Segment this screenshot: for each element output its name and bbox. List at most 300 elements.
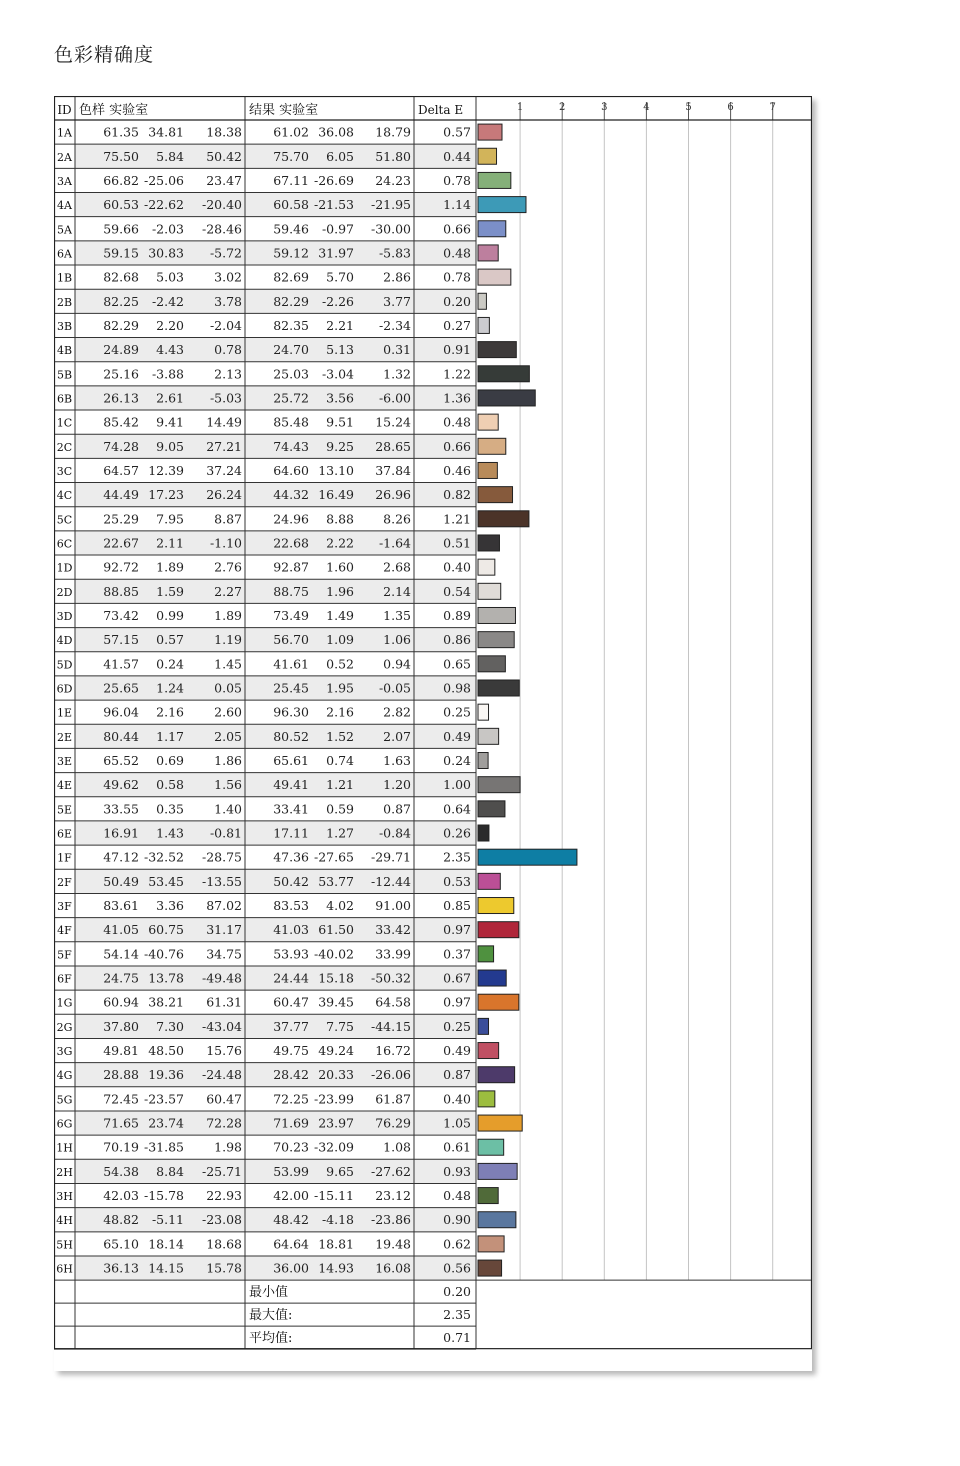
delta-e-table <box>54 96 812 1371</box>
result-lab-value: 0.87 <box>383 801 411 817</box>
sample-lab-value: 3.78 <box>214 293 242 309</box>
row-id: 2A <box>57 150 72 164</box>
delta-e-value: 0.53 <box>443 873 471 889</box>
summary-value: 2.35 <box>443 1307 471 1323</box>
result-lab-value: -21.95 <box>370 197 411 213</box>
result-lab-value: 1.96 <box>326 583 354 599</box>
delta-e-value: 0.56 <box>443 1260 471 1276</box>
sample-lab-value: 33.55 <box>103 801 139 817</box>
result-lab-value: 49.24 <box>318 1043 354 1059</box>
delta-e-value: 0.24 <box>443 753 471 769</box>
result-lab-value: 17.11 <box>273 825 309 841</box>
result-lab-value: 80.52 <box>273 728 309 744</box>
sample-lab-value: -31.85 <box>143 1139 184 1155</box>
result-lab-value: -5.83 <box>378 245 411 261</box>
sample-lab-value: -25.06 <box>143 172 184 188</box>
sample-lab-value: 12.39 <box>148 462 184 478</box>
sample-lab-value: 3.02 <box>214 269 242 285</box>
row-id: 1B <box>56 271 73 285</box>
result-lab-value: 70.23 <box>273 1139 309 1155</box>
row-id: 6E <box>56 827 73 841</box>
delta-e-bar <box>478 704 489 720</box>
delta-e-bar <box>478 390 535 406</box>
delta-e-bar <box>478 342 516 358</box>
sample-lab-value: 25.16 <box>103 366 139 382</box>
sample-lab-value: 82.29 <box>103 317 139 333</box>
delta-e-bar <box>478 1260 502 1276</box>
sample-lab-value: 2.11 <box>156 535 184 551</box>
sample-lab-value: 9.41 <box>156 414 184 430</box>
x-tick-label: 4 <box>643 102 650 113</box>
result-lab-value: 1.21 <box>326 777 354 793</box>
summary-value: 0.71 <box>443 1330 471 1346</box>
sample-lab-value: 30.83 <box>148 245 184 261</box>
sample-lab-value: -49.48 <box>201 970 242 986</box>
result-lab-value: 28.65 <box>375 438 411 454</box>
sample-lab-value: 1.98 <box>214 1139 242 1155</box>
result-lab-value: 1.95 <box>326 680 354 696</box>
sample-lab-value: 24.89 <box>103 342 139 358</box>
delta-e-value: 0.46 <box>443 462 471 478</box>
x-tick-label: 1 <box>516 102 524 113</box>
result-lab-value: 1.49 <box>326 607 354 623</box>
sample-lab-value: 7.30 <box>156 1018 184 1034</box>
row-id: 1H <box>56 1141 73 1155</box>
sample-lab-value: 18.14 <box>148 1236 184 1252</box>
result-lab-value: 49.75 <box>273 1043 309 1059</box>
result-lab-value: 1.32 <box>383 366 411 382</box>
row-id: 3A <box>57 174 72 188</box>
sample-lab-value: 1.45 <box>214 656 242 672</box>
result-lab-value: -27.62 <box>370 1163 411 1179</box>
sample-lab-value: 0.69 <box>156 753 184 769</box>
result-lab-value: -26.06 <box>370 1067 411 1083</box>
result-lab-value: 25.03 <box>273 366 309 382</box>
result-lab-value: 76.29 <box>375 1115 411 1131</box>
result-lab-value: 26.96 <box>375 487 411 503</box>
row-id: 4D <box>56 634 73 648</box>
result-lab-value: 20.33 <box>318 1067 354 1083</box>
delta-e-value: 0.91 <box>443 342 471 358</box>
result-lab-value: 25.72 <box>273 390 309 406</box>
sample-lab-value: 75.50 <box>103 148 139 164</box>
delta-e-bar <box>478 922 519 938</box>
row-id: 2F <box>57 875 72 889</box>
sample-lab-value: 3.36 <box>156 898 184 914</box>
sample-lab-value: -1.10 <box>209 535 242 551</box>
delta-e-bar <box>478 559 495 575</box>
result-lab-value: -32.09 <box>313 1139 354 1155</box>
delta-e-bar <box>478 1115 522 1131</box>
sample-lab-value: 57.15 <box>103 632 139 648</box>
sample-lab-value: 25.65 <box>103 680 139 696</box>
sample-lab-value: 1.17 <box>156 728 184 744</box>
delta-e-value: 1.14 <box>443 197 471 213</box>
row-id: 1E <box>56 706 73 720</box>
row-id: 3B <box>56 319 73 333</box>
delta-e-value: 0.54 <box>443 583 471 599</box>
result-lab-value: 82.35 <box>273 317 309 333</box>
delta-e-bar <box>478 777 520 793</box>
result-lab-value: 67.11 <box>273 172 309 188</box>
result-lab-value: 53.99 <box>273 1163 309 1179</box>
result-lab-value: 64.58 <box>375 994 411 1010</box>
header-id: ID <box>57 103 72 117</box>
sample-lab-value: 5.84 <box>156 148 184 164</box>
result-lab-value: 15.24 <box>375 414 411 430</box>
result-lab-value: -44.15 <box>370 1018 411 1034</box>
sample-lab-value: 60.94 <box>103 994 139 1010</box>
sample-lab-value: 9.05 <box>156 438 184 454</box>
delta-e-value: 0.65 <box>443 656 471 672</box>
sample-lab-value: 71.65 <box>103 1115 139 1131</box>
result-lab-value: 61.02 <box>273 124 309 140</box>
result-lab-value: 75.70 <box>273 148 309 164</box>
result-lab-value: 64.60 <box>273 462 309 478</box>
sample-lab-value: 54.38 <box>103 1163 139 1179</box>
result-lab-value: 61.50 <box>318 922 354 938</box>
result-lab-value: -26.69 <box>313 172 354 188</box>
sample-lab-value: -15.78 <box>143 1188 184 1204</box>
delta-e-value: 0.98 <box>443 680 471 696</box>
delta-e-value: 0.20 <box>443 293 471 309</box>
sample-lab-value: 47.12 <box>103 849 139 865</box>
result-lab-value: 92.87 <box>273 559 309 575</box>
result-lab-value: 9.25 <box>326 438 354 454</box>
delta-e-value: 0.97 <box>443 994 471 1010</box>
result-lab-value: 9.65 <box>326 1163 354 1179</box>
delta-e-bar <box>478 245 498 261</box>
delta-e-value: 0.78 <box>443 172 471 188</box>
row-id: 2D <box>56 585 73 599</box>
sample-lab-value: 80.44 <box>103 728 139 744</box>
row-id: 2C <box>56 440 73 454</box>
result-lab-value: 91.00 <box>375 898 411 914</box>
delta-e-value: 1.21 <box>443 511 471 527</box>
sample-lab-value: 41.05 <box>103 922 139 938</box>
sample-lab-value: 44.49 <box>103 487 139 503</box>
sample-lab-value: -40.76 <box>143 946 184 962</box>
sample-lab-value: 72.28 <box>206 1115 242 1131</box>
sample-lab-value: 17.23 <box>148 487 184 503</box>
delta-e-table-card <box>54 96 812 1371</box>
row-id: 4A <box>57 199 72 213</box>
sample-lab-value: 48.50 <box>148 1043 184 1059</box>
sample-lab-value: 8.84 <box>156 1163 184 1179</box>
row-id: 5G <box>56 1093 73 1107</box>
result-lab-value: 28.42 <box>273 1067 309 1083</box>
sample-lab-value: 59.66 <box>103 221 139 237</box>
delta-e-value: 0.78 <box>443 269 471 285</box>
delta-e-bar <box>478 438 506 454</box>
delta-e-value: 0.89 <box>443 607 471 623</box>
result-lab-value: 64.64 <box>273 1236 309 1252</box>
result-lab-value: 41.61 <box>273 656 309 672</box>
sample-lab-value: 1.89 <box>214 607 242 623</box>
sample-lab-value: -2.03 <box>151 221 184 237</box>
sample-lab-value: 2.05 <box>214 728 242 744</box>
result-lab-value: 2.68 <box>383 559 411 575</box>
sample-lab-value: 82.25 <box>103 293 139 309</box>
sample-lab-value: -43.04 <box>201 1018 242 1034</box>
delta-e-bar <box>478 1212 516 1228</box>
row-id: 4G <box>56 1069 73 1083</box>
delta-e-value: 0.48 <box>443 414 471 430</box>
delta-e-value: 0.62 <box>443 1236 471 1252</box>
sample-lab-value: -13.55 <box>201 873 242 889</box>
sample-lab-value: 15.78 <box>206 1260 242 1276</box>
sample-lab-value: 27.21 <box>206 438 242 454</box>
sample-lab-value: 41.57 <box>103 656 139 672</box>
delta-e-bar <box>478 172 511 188</box>
delta-e-bar <box>478 1163 517 1179</box>
sample-lab-value: -22.62 <box>143 197 184 213</box>
row-id: 6A <box>57 247 72 261</box>
result-lab-value: 50.42 <box>273 873 309 889</box>
result-lab-value: 53.77 <box>318 873 354 889</box>
delta-e-bar <box>478 221 506 237</box>
sample-lab-value: 25.29 <box>103 511 139 527</box>
result-lab-value: 1.35 <box>383 607 411 623</box>
sample-lab-value: 50.49 <box>103 873 139 889</box>
delta-e-value: 0.25 <box>443 704 471 720</box>
delta-e-value: 0.25 <box>443 1018 471 1034</box>
row-id: 4B <box>56 344 73 358</box>
result-lab-value: 2.14 <box>383 583 411 599</box>
result-lab-value: -6.00 <box>378 390 411 406</box>
summary-label: 平均值: <box>249 1331 293 1347</box>
result-lab-value: 60.47 <box>273 994 309 1010</box>
sample-lab-value: 82.68 <box>103 269 139 285</box>
delta-e-bar <box>478 728 499 744</box>
row-id: 2H <box>56 1165 73 1179</box>
delta-e-value: 0.49 <box>443 728 471 744</box>
result-lab-value: 85.48 <box>273 414 309 430</box>
delta-e-bar <box>478 462 497 478</box>
row-id: 4E <box>56 779 73 793</box>
delta-e-value: 0.66 <box>443 438 471 454</box>
delta-e-value: 0.40 <box>443 1091 471 1107</box>
result-lab-value: -1.64 <box>378 535 411 551</box>
result-lab-value: 73.49 <box>273 607 309 623</box>
delta-e-bar <box>478 148 497 164</box>
row-id: 1C <box>56 416 73 430</box>
x-tick-label: 7 <box>769 102 776 113</box>
result-lab-value: -23.99 <box>313 1091 354 1107</box>
row-id: 1G <box>56 996 73 1010</box>
result-lab-value: 71.69 <box>273 1115 309 1131</box>
delta-e-bar <box>478 366 529 382</box>
row-id: 3C <box>56 464 73 478</box>
result-lab-value: 2.21 <box>326 317 354 333</box>
result-lab-value: 5.70 <box>326 269 354 285</box>
sample-lab-value: 2.20 <box>156 317 184 333</box>
delta-e-value: 0.48 <box>443 1188 471 1204</box>
result-lab-value: 6.05 <box>326 148 354 164</box>
delta-e-bar <box>478 994 519 1010</box>
result-lab-value: 24.96 <box>273 511 309 527</box>
sample-lab-value: 60.75 <box>148 922 184 938</box>
row-id: 6H <box>56 1262 73 1276</box>
result-lab-value: 16.08 <box>375 1260 411 1276</box>
result-lab-value: 1.09 <box>326 632 354 648</box>
row-id: 3D <box>56 609 73 623</box>
sample-lab-value: -20.40 <box>201 197 242 213</box>
sample-lab-value: 61.31 <box>206 994 242 1010</box>
result-lab-value: 25.45 <box>273 680 309 696</box>
sample-lab-value: 34.75 <box>206 946 242 962</box>
delta-e-value: 0.64 <box>443 801 471 817</box>
result-lab-value: 18.81 <box>318 1236 354 1252</box>
sample-lab-value: 1.86 <box>214 753 242 769</box>
result-lab-value: 22.68 <box>273 535 309 551</box>
delta-e-bar <box>478 1188 498 1204</box>
result-lab-value: 15.18 <box>318 970 354 986</box>
result-lab-value: 59.12 <box>273 245 309 261</box>
delta-e-bar <box>478 898 514 914</box>
result-lab-value: 33.42 <box>375 922 411 938</box>
sample-lab-value: 1.40 <box>214 801 242 817</box>
delta-e-bar <box>478 946 494 962</box>
sample-lab-value: 16.91 <box>103 825 139 841</box>
sample-lab-value: 0.05 <box>214 680 242 696</box>
sample-lab-value: 88.85 <box>103 583 139 599</box>
row-id: 6C <box>56 537 73 551</box>
delta-e-value: 0.26 <box>443 825 471 841</box>
delta-e-bar <box>478 656 505 672</box>
result-lab-value: 24.70 <box>273 342 309 358</box>
sample-lab-value: 66.82 <box>103 172 139 188</box>
delta-e-bar <box>478 1043 499 1059</box>
sample-lab-value: 38.21 <box>148 994 184 1010</box>
row-id: 2G <box>56 1020 73 1034</box>
result-lab-value: 7.75 <box>326 1018 354 1034</box>
delta-e-value: 1.36 <box>443 390 471 406</box>
delta-e-bar <box>478 317 489 333</box>
sample-lab-value: -28.75 <box>201 849 242 865</box>
row-id: 3E <box>56 755 73 769</box>
delta-e-bar <box>478 607 515 623</box>
result-lab-value: 53.93 <box>273 946 309 962</box>
sample-lab-value: 2.16 <box>156 704 184 720</box>
delta-e-value: 0.93 <box>443 1163 471 1179</box>
sample-lab-value: 8.87 <box>214 511 242 527</box>
sample-lab-value: 0.57 <box>156 632 184 648</box>
result-lab-value: 48.42 <box>273 1212 309 1228</box>
delta-e-bar <box>478 825 489 841</box>
delta-e-value: 0.85 <box>443 898 471 914</box>
result-lab-value: 60.58 <box>273 197 309 213</box>
summary-label: 最小值 <box>249 1285 289 1301</box>
result-lab-value: 2.07 <box>383 728 411 744</box>
delta-e-bar <box>478 632 514 648</box>
sample-lab-value: 1.89 <box>156 559 184 575</box>
result-lab-value: 2.86 <box>383 269 411 285</box>
sample-lab-value: 65.52 <box>103 753 139 769</box>
delta-e-value: 0.51 <box>443 535 471 551</box>
sample-lab-value: -0.81 <box>209 825 242 841</box>
delta-e-value: 0.87 <box>443 1067 471 1083</box>
delta-e-bar <box>478 414 498 430</box>
row-id: 4C <box>56 489 73 503</box>
delta-e-value: 0.37 <box>443 946 471 962</box>
x-tick-label: 5 <box>685 102 692 113</box>
sample-lab-value: 18.38 <box>206 124 242 140</box>
result-lab-value: 18.79 <box>375 124 411 140</box>
sample-lab-value: 22.93 <box>206 1188 242 1204</box>
sample-lab-value: 5.03 <box>156 269 184 285</box>
delta-e-value: 0.57 <box>443 124 471 140</box>
header-result-lab: 结果 实验室 <box>249 103 319 118</box>
result-lab-value: 83.53 <box>273 898 309 914</box>
delta-e-bar <box>478 124 502 140</box>
sample-lab-value: 0.78 <box>214 342 242 358</box>
result-lab-value: 2.16 <box>326 704 354 720</box>
result-lab-value: 37.77 <box>273 1018 309 1034</box>
delta-e-value: 0.49 <box>443 1043 471 1059</box>
delta-e-bar <box>478 487 513 503</box>
result-lab-value: 23.97 <box>318 1115 354 1131</box>
row-id: 6G <box>56 1117 73 1131</box>
page-title: 色彩精确度 <box>54 44 155 66</box>
result-lab-value: 44.32 <box>273 487 309 503</box>
sample-lab-value: 37.24 <box>206 462 242 478</box>
delta-e-bar <box>478 801 505 817</box>
result-lab-value: 96.30 <box>273 704 309 720</box>
sample-lab-value: 72.45 <box>103 1091 139 1107</box>
delta-e-bar <box>478 1139 504 1155</box>
delta-e-bar <box>478 269 511 285</box>
row-id: 1F <box>57 851 72 865</box>
delta-e-bar <box>478 849 577 865</box>
result-lab-value: -40.02 <box>313 946 354 962</box>
result-lab-value: -0.05 <box>378 680 411 696</box>
sample-lab-value: 92.72 <box>103 559 139 575</box>
delta-e-bar <box>478 535 499 551</box>
delta-e-value: 1.22 <box>443 366 471 382</box>
result-lab-value: -23.86 <box>370 1212 411 1228</box>
sample-lab-value: -24.48 <box>201 1067 242 1083</box>
result-lab-value: 41.03 <box>273 922 309 938</box>
result-lab-value: -3.04 <box>321 366 354 382</box>
sample-lab-value: 1.56 <box>214 777 242 793</box>
delta-e-value: 0.61 <box>443 1139 471 1155</box>
delta-e-bar <box>478 511 529 527</box>
delta-e-bar <box>478 753 488 769</box>
sample-lab-value: 1.43 <box>156 825 184 841</box>
sample-lab-value: 15.76 <box>206 1043 242 1059</box>
delta-e-bar <box>478 1018 489 1034</box>
result-lab-value: 14.93 <box>318 1260 354 1276</box>
header-sample-lab: 色样 实验室 <box>79 103 149 118</box>
row-id: 3F <box>57 900 72 914</box>
sample-lab-value: -5.03 <box>209 390 242 406</box>
result-lab-value: -4.18 <box>321 1212 354 1228</box>
row-id: 5F <box>57 948 72 962</box>
result-lab-value: -30.00 <box>370 221 411 237</box>
result-lab-value: 1.27 <box>326 825 354 841</box>
row-id: 3G <box>56 1045 73 1059</box>
sample-lab-value: 83.61 <box>103 898 139 914</box>
result-lab-value: 74.43 <box>273 438 309 454</box>
row-id: 5C <box>56 513 73 527</box>
row-id: 5H <box>56 1238 73 1252</box>
result-lab-value: 65.61 <box>273 753 309 769</box>
sample-lab-value: 23.74 <box>148 1115 184 1131</box>
sample-lab-value: 1.59 <box>156 583 184 599</box>
sample-lab-value: 87.02 <box>206 898 242 914</box>
sample-lab-value: 24.75 <box>103 970 139 986</box>
